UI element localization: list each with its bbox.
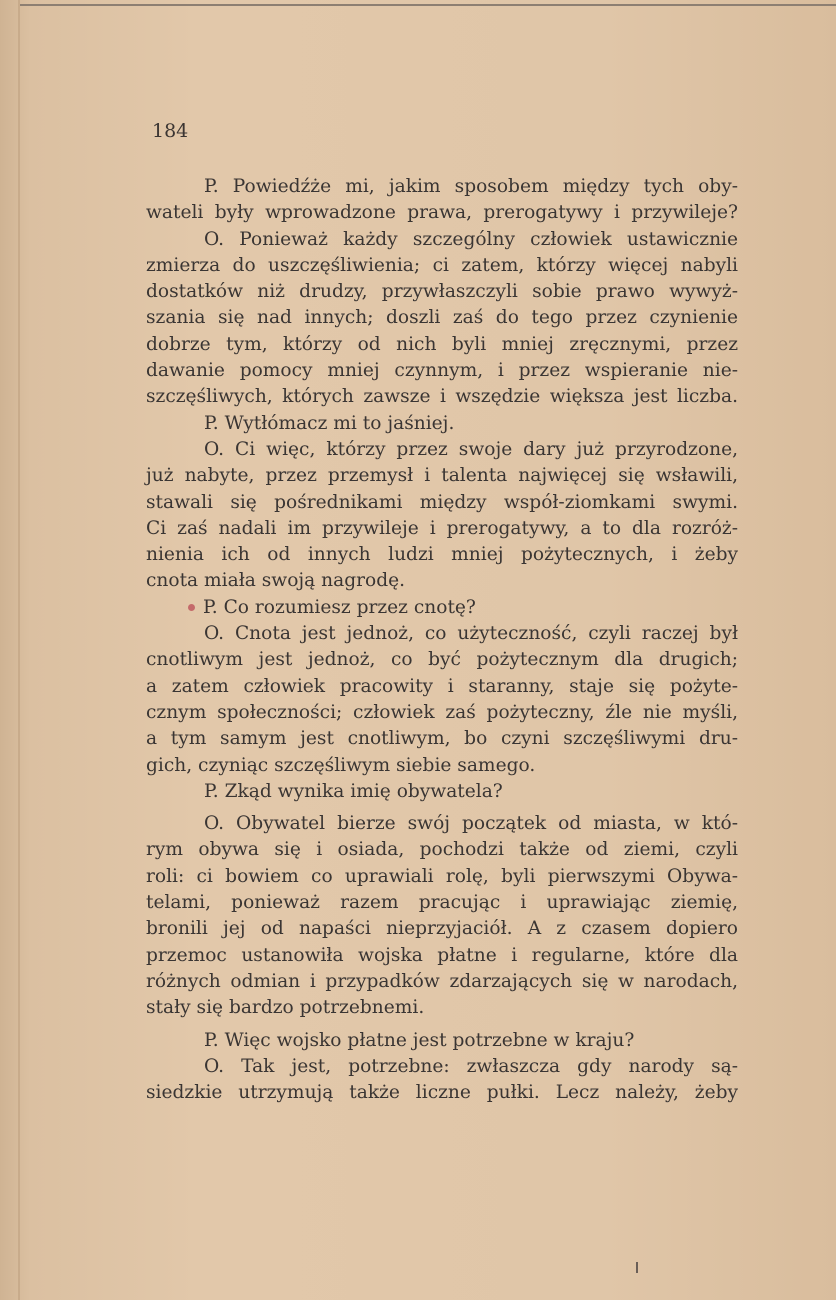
text-line: O. Ci więc, którzy przez swoje dary już przyrodzone,	[204, 438, 738, 460]
text-line: P. Powiedźże mi, jakim sposobem między tych oby-	[204, 176, 738, 197]
text-line: O. Tak jest, potrzebne: zwłaszcza gdy narody są-	[204, 1055, 738, 1077]
margin-mark	[636, 1262, 638, 1273]
text-line: nienia ich od innych ludzi mniej pożytecznych, i żeby	[146, 544, 738, 566]
text-line: siedzkie utrzymują także liczne pułki. Lecz należy, żeby	[146, 1082, 738, 1104]
text-line: O. Cnota jest jednoż, co użyteczność, czyli raczej był	[204, 623, 738, 645]
text-line: stawali się pośrednikami między współ-ziomkami swymi.	[146, 491, 738, 513]
text-line: dobrze tym, którzy od nich byli mniej zręcznymi, przez	[146, 333, 738, 355]
text-line: już nabyte, przez przemysł i talenta najwięcej się wsławili,	[146, 465, 738, 487]
text-line: P. Więc wojsko płatne jest potrzebne w kraju?	[204, 1029, 635, 1051]
text-line: gich, czyniąc szczęśliwym siebie samego.	[146, 754, 536, 776]
text-line: zmierza do uszczęśliwienia; ci zatem, którzy więcej nabyli	[146, 254, 738, 276]
text-line: rym obywa się i osiada, pochodzi także od ziemi, czyli	[146, 839, 738, 861]
text-line: cnota miała swoją nagrodę.	[146, 570, 406, 592]
text-line-with-mark	[146, 595, 738, 621]
text-line: Ci zaś nadali im przywileje i prerogatywy, a to dla rozróż-	[146, 517, 738, 539]
page-top-edge	[18, 4, 836, 6]
text-line: a tym samym jest cnotliwym, bo czyni szczęśliwymi dru-	[146, 728, 738, 750]
body-text	[146, 174, 738, 1106]
text-line: P. Wytłómacz mi to jaśniej.	[204, 412, 455, 434]
text-line: bronili jej od napaści nieprzyjaciół. A z czasem dopiero	[146, 918, 738, 940]
text-line: szczęśliwych, których zawsze i wszędzie większa jest liczba.	[146, 386, 738, 408]
page-left-edge	[18, 0, 20, 1300]
text-line: dostatków niż drudzy, przywłaszczyli sobie prawo wywyż-	[146, 281, 738, 303]
text-line: stały się bardzo potrzebnemi.	[146, 997, 425, 1019]
page-number: 184	[152, 120, 189, 142]
text-line: roli: ci bowiem co uprawiali rolę, byli pierwszymi Obywa-	[146, 865, 738, 887]
text-line: O. Obywatel bierze swój początek od miasta, w któ-	[204, 813, 738, 835]
text-line: O. Ponieważ każdy szczególny człowiek ustawicznie	[204, 228, 738, 250]
text-line: telami, ponieważ razem pracując i uprawiając ziemię,	[146, 892, 738, 914]
text-line: P. Zkąd wynika imię obywatela?	[204, 780, 503, 802]
text-line: cnotliwym jest jednoż, co być pożytecznym dla drugich;	[146, 649, 738, 671]
text-line: cznym społeczności; człowiek zaś pożyteczny, źle nie myśli,	[146, 701, 738, 723]
text-line: a zatem człowiek pracowity i staranny, staje się pożyte-	[146, 675, 738, 697]
text-line: przemoc ustanowiła wojska płatne i regularne, które dla	[146, 944, 738, 966]
ink-dot	[188, 604, 195, 611]
text-line: wateli były wprowadzone prawa, prerogatywy i przywileje?	[146, 202, 738, 224]
text-line: różnych odmian i przypadków zdarzających się w narodach,	[146, 970, 738, 992]
text-line: szania się nad innych; doszli zaś do tego przez czynienie	[146, 307, 738, 329]
text-line: dawanie pomocy mniej czynnym, i przez wspieranie nie-	[146, 360, 738, 382]
text-line: P. Co rozumiesz przez cnotę?	[203, 596, 476, 618]
